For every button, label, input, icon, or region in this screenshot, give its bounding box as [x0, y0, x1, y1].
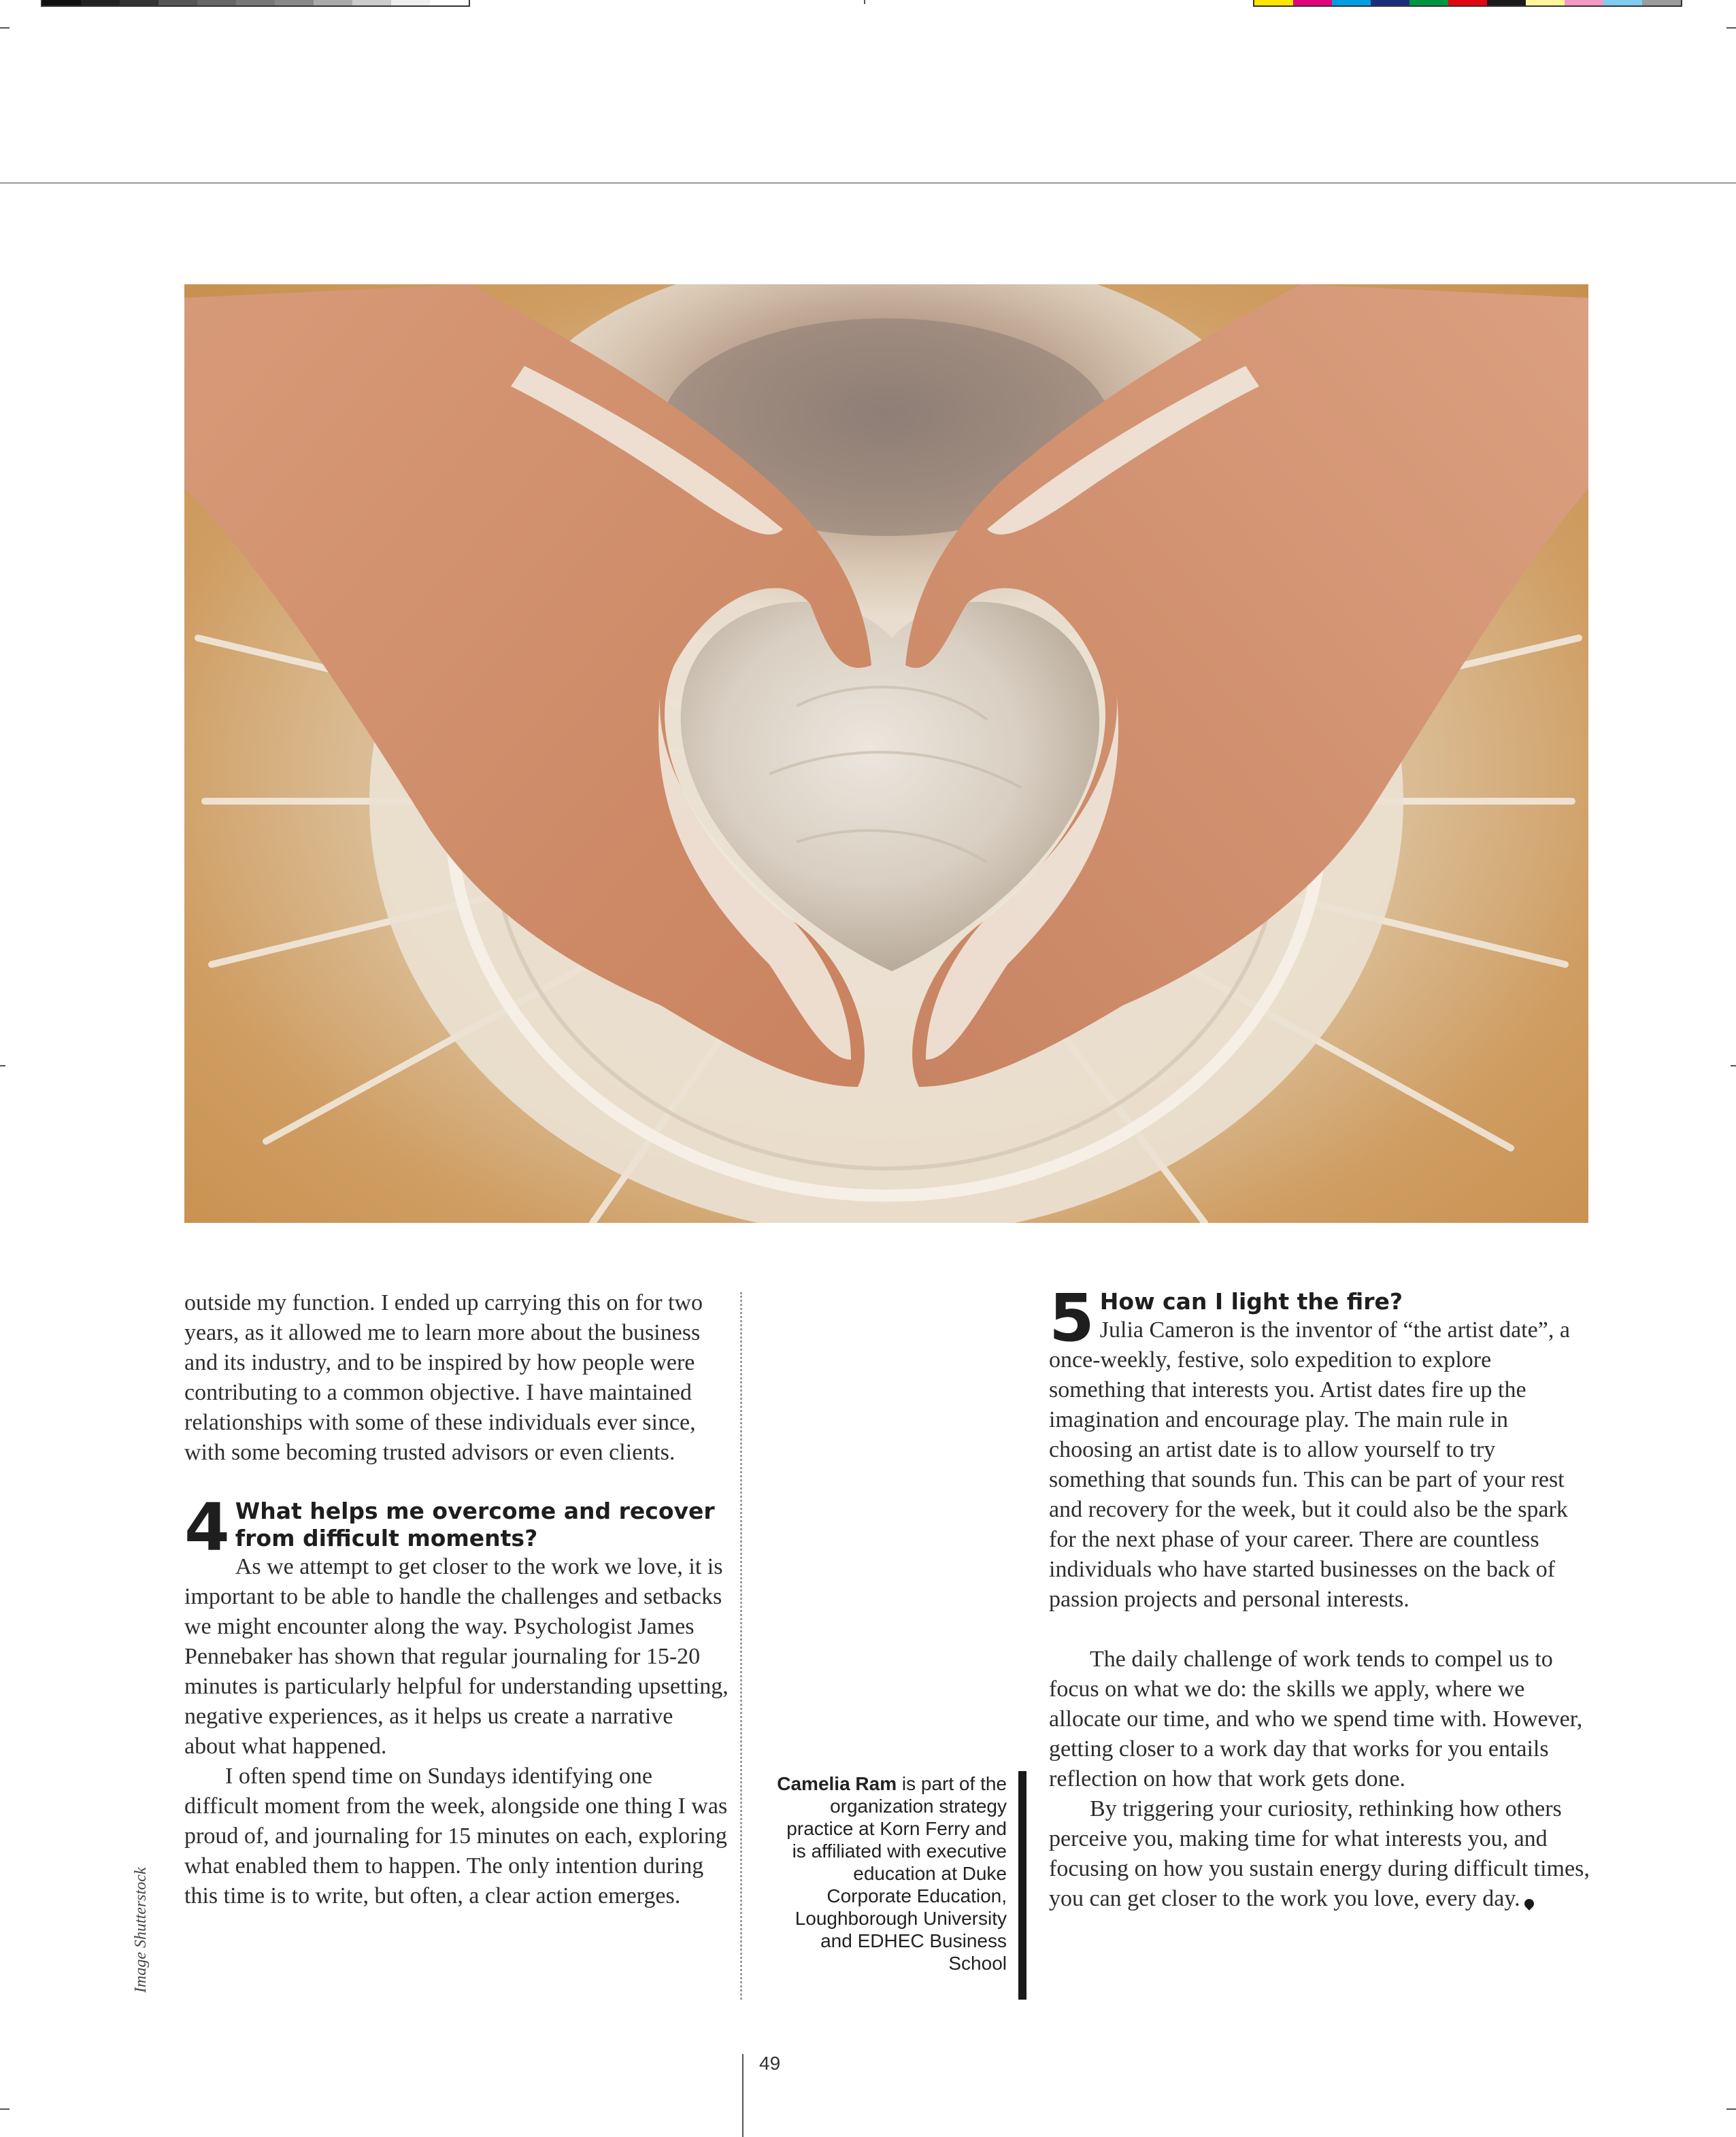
right-paragraph-1: Julia Cameron is the inventor of “the artist date”, a once-weekly, festive, solo expedition to explore something that interests you. Artist dates fire up the imagination and encourage play. The main rule in choosing an artist date is to allow yourself to try something that sounds fun. This can be part of your rest and recovery for the week, but it could also be the spark for the next phase of your career. There are countless individuals who have started businesses on the back of passion projects and personal interests.: [1049, 1317, 1570, 1612]
crop-mark: [1726, 27, 1736, 29]
process-swatch: [1371, 0, 1409, 5]
author-name: Camelia Ram: [777, 1773, 897, 1794]
process-colour-bar: [1253, 0, 1682, 7]
grey-swatch: [42, 0, 81, 5]
process-swatch: [1332, 0, 1371, 5]
grey-swatch: [197, 0, 236, 5]
grey-swatch: [352, 0, 391, 5]
grey-swatch: [275, 0, 314, 5]
left-column: [184, 1288, 729, 1911]
grey-swatch: [236, 0, 275, 5]
author-bio-text: is part of the organization strategy practice at Korn Ferry and is affiliated with executive education at Duke Corporate Education, Loughborough University and EDHEC Business School: [786, 1773, 1007, 1974]
question-4-title: What helps me overcome and recover from difficult moments?: [235, 1498, 715, 1551]
process-swatch: [1487, 0, 1526, 5]
left-paragraph-1: outside my function. I ended up carrying this on for two years, as it allowed me to learn more about the business and its industry, and to be inspired by how people were contributing to a common objective. I have maintained relationships with some of these individuals ever since, with some becoming trusted advisors or even clients.: [184, 1290, 703, 1465]
process-swatch: [1293, 0, 1332, 5]
question-5-title: How can I light the fire?: [1099, 1288, 1403, 1315]
column-divider: [740, 1292, 742, 2000]
crop-mark: [0, 27, 10, 29]
right-paragraph-3: By triggering your curiosity, rethinking how others perceive you, making time for what interests you, and focusing on how you sustain energy during difficult times, you can get closer to the work you love, every day.: [1049, 1796, 1590, 1911]
bio-accent-bar: [1018, 1771, 1026, 2000]
process-swatch: [1565, 0, 1603, 5]
right-column: [1049, 1280, 1593, 1914]
crop-mark: [0, 1065, 5, 1066]
question-5-heading: [1049, 1280, 1593, 1356]
grey-swatch: [430, 0, 469, 5]
end-of-article-icon: [1522, 1897, 1536, 1911]
left-paragraph-2: As we attempt to get closer to the work we love, it is important to be able to handle the challenges and setbacks we might encounter along the way. Psychologist James Pennebaker has shown that regular journaling for 15-20 minutes is particularly helpful for understanding upsetting, negative experiences, as it helps us create a narrative about what happened.: [184, 1554, 729, 1759]
process-swatch: [1603, 0, 1642, 5]
page-number: 49: [759, 2053, 781, 2074]
author-bio: [769, 1772, 1007, 1974]
grey-swatch: [81, 0, 120, 5]
process-swatch: [1448, 0, 1487, 5]
question-4-number: 4: [184, 1490, 230, 1566]
crop-mark: [1731, 1065, 1736, 1066]
crop-mark: [864, 0, 865, 4]
grey-swatch: [120, 0, 158, 5]
process-swatch: [1254, 0, 1293, 5]
question-4-heading: [184, 1490, 729, 1566]
crop-mark: [1726, 2108, 1736, 2110]
photo-credit: Image Shutterstock: [132, 1867, 150, 1993]
grey-colour-bar: [41, 0, 470, 7]
crop-mark: [0, 2108, 10, 2110]
right-paragraph-2: The daily challenge of work tends to compel us to focus on what we do: the skills we apply, where we allocate our time, and who we spend time with. However, getting closer to a work day that works for you entails reflection on how that work gets done.: [1049, 1647, 1583, 1791]
left-paragraph-3: I often spend time on Sundays identifying one difficult moment from the week, alongside one thing I was proud of, and journaling for 15 minutes on each, exploring what enabled them to happen. The only intention during this time is to write, but often, a clear action emerges.: [184, 1764, 728, 1908]
pottery-illustration: [184, 284, 1588, 1223]
process-swatch: [1642, 0, 1681, 5]
process-swatch: [1409, 0, 1448, 5]
grey-swatch: [314, 0, 352, 5]
heart-hands-pottery-photo: [184, 284, 1588, 1223]
grey-swatch: [158, 0, 197, 5]
question-5-number: 5: [1049, 1280, 1095, 1356]
header-rule: [0, 182, 1736, 184]
grey-swatch: [391, 0, 430, 5]
process-swatch: [1526, 0, 1565, 5]
footer-rule: [742, 2054, 744, 2137]
